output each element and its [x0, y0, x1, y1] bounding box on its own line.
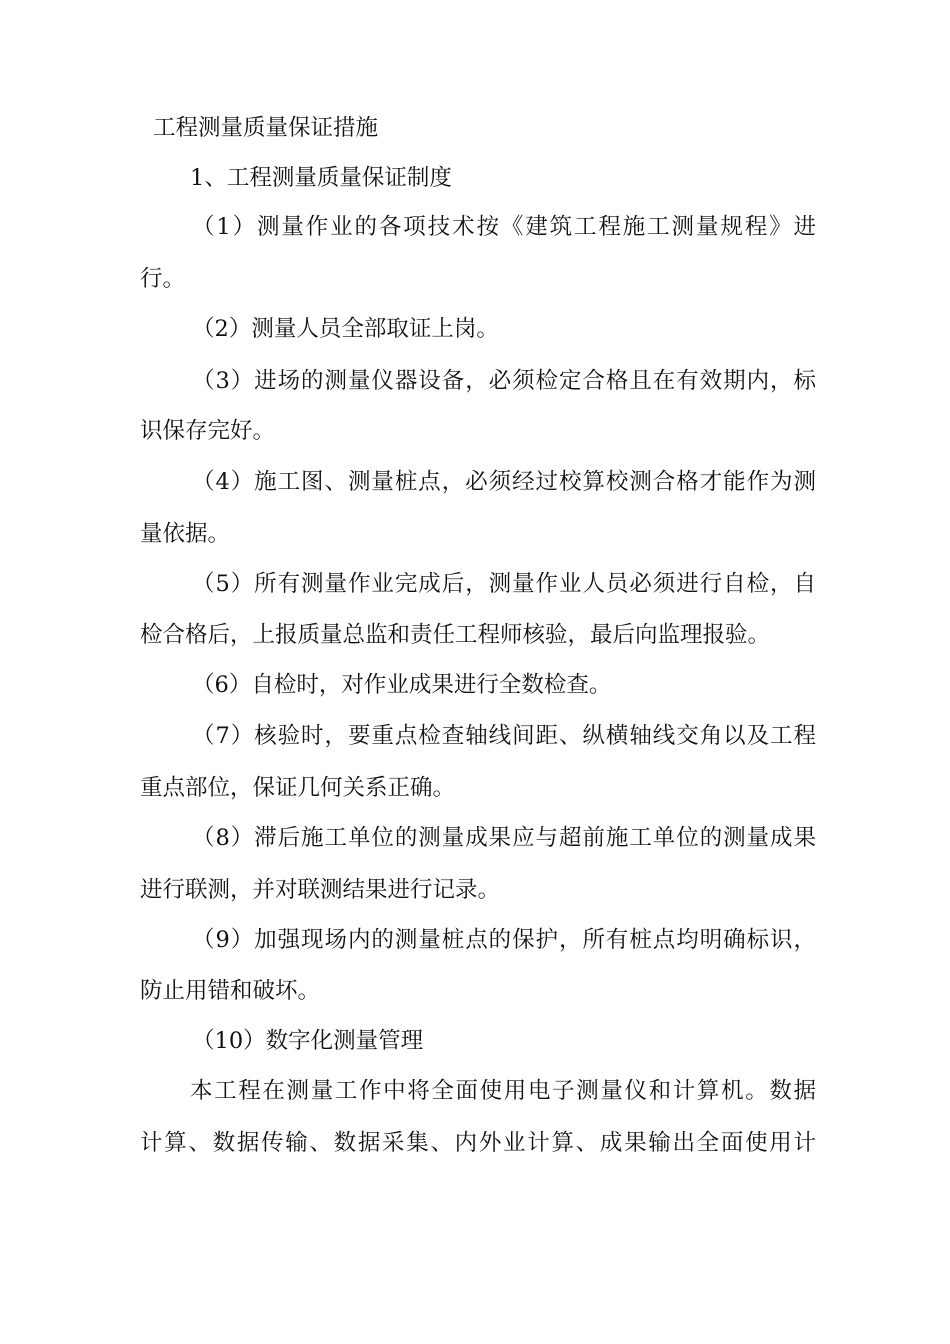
paragraph-9-line-2: 防止用错和破坏。 [140, 978, 321, 1004]
paragraph-7-line-1: （7）核验时，要重点检查轴线间距、纵横轴线交角以及工程 [192, 723, 816, 749]
paragraph-10-line-1: （10）数字化测量管理 [192, 1028, 424, 1054]
paragraph-8-line-2: 进行联测，并对联测结果进行记录。 [140, 877, 501, 903]
document-title: 工程测量质量保证措施 [153, 115, 379, 141]
paragraph-3-line-2: 识保存完好。 [140, 418, 276, 444]
paragraph-4-line-2: 量依据。 [140, 521, 231, 547]
paragraph-7-line-2: 重点部位，保证几何关系正确。 [140, 775, 456, 801]
paragraph-11-line-2: 计算、数据传输、数据采集、内外业计算、成果输出全面使用计 [140, 1130, 816, 1156]
section-heading: 1、工程测量质量保证制度 [190, 165, 452, 191]
paragraph-4-line-1: （4）施工图、测量桩点，必须经过校算校测合格才能作为测 [192, 469, 816, 495]
paragraph-3-line-1: （3）进场的测量仪器设备，必须检定合格且在有效期内，标 [192, 368, 816, 394]
paragraph-1-line-1: （1）测量作业的各项技术按《建筑工程施工测量规程》进 [192, 214, 816, 240]
paragraph-1-line-2: 行。 [140, 266, 186, 292]
paragraph-8-line-1: （8）滞后施工单位的测量成果应与超前施工单位的测量成果 [192, 825, 816, 851]
paragraph-5-line-1: （5）所有测量作业完成后，测量作业人员必须进行自检，自 [192, 571, 816, 597]
paragraph-6-line-1: （6）自检时，对作业成果进行全数检查。 [192, 672, 612, 698]
paragraph-5-line-2: 检合格后，上报质量总监和责任工程师核验，最后向监理报验。 [140, 622, 771, 648]
paragraph-2-line-1: （2）测量人员全部取证上岗。 [192, 316, 499, 342]
paragraph-9-line-1: （9）加强现场内的测量桩点的保护，所有桩点均明确标识， [192, 927, 816, 953]
paragraph-11-line-1: 本工程在测量工作中将全面使用电子测量仪和计算机。数据 [190, 1078, 816, 1104]
